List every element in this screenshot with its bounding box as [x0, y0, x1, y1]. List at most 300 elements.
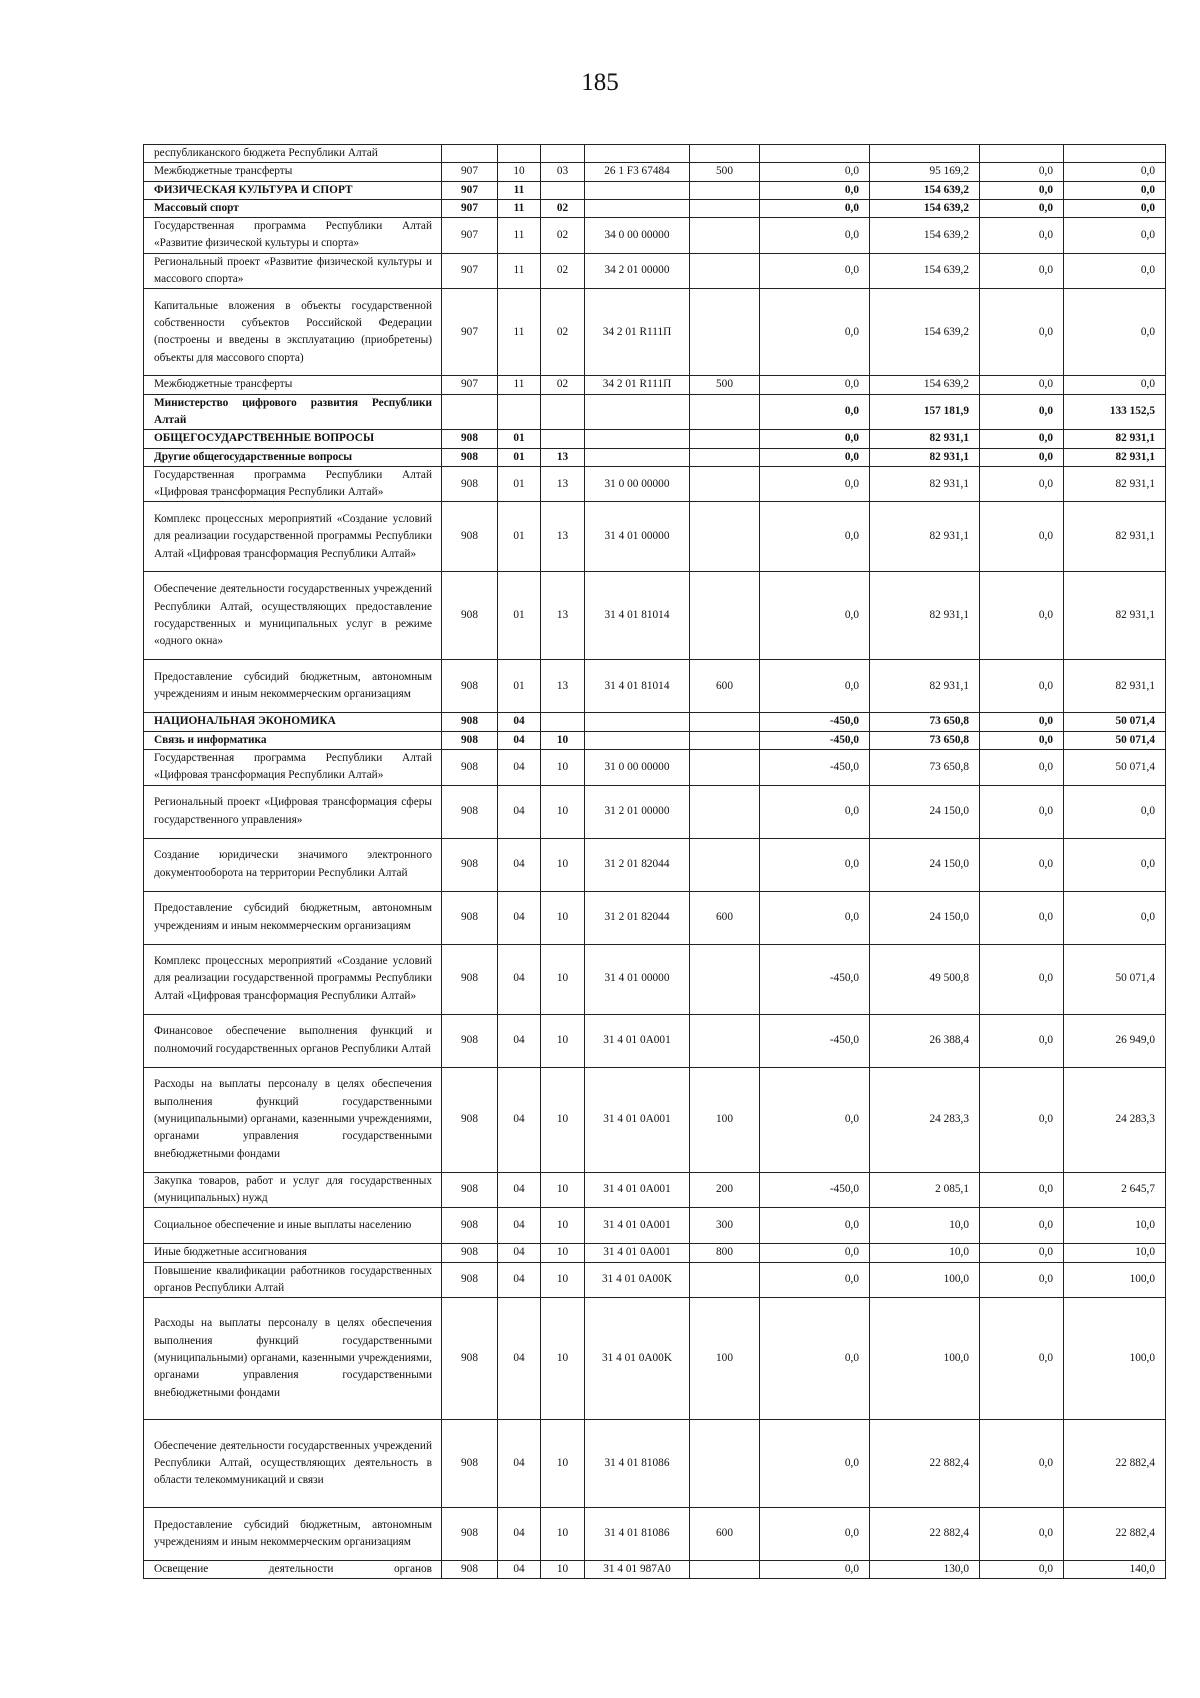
amount-4-cell: 82 931,1 [1064, 448, 1166, 466]
subsection-code-cell: 10 [541, 891, 585, 944]
amount-4-cell: 50 071,4 [1064, 750, 1166, 786]
grbs-code-cell: 908 [442, 713, 498, 731]
expense-type-cell [690, 1420, 760, 1508]
row-name-cell: НАЦИОНАЛЬНАЯ ЭКОНОМИКА [144, 713, 442, 731]
amount-3-cell: 0,0 [980, 1561, 1064, 1579]
amount-2-cell: 82 931,1 [870, 502, 980, 572]
target-article-cell [585, 145, 690, 163]
target-article-cell: 31 4 01 0A001 [585, 1067, 690, 1172]
amount-2-cell: 100,0 [870, 1262, 980, 1298]
subsection-code-cell [541, 713, 585, 731]
table-row [144, 145, 1166, 163]
expense-type-cell [690, 838, 760, 891]
amount-3-cell: 0,0 [980, 1014, 1064, 1067]
table-row [144, 163, 1166, 181]
subsection-code-cell: 10 [541, 1561, 585, 1579]
section-code-cell: 01 [498, 430, 541, 448]
grbs-code-cell: 908 [442, 1420, 498, 1508]
section-code-cell: 04 [498, 1014, 541, 1067]
table-row [144, 1420, 1166, 1508]
expense-type-cell [690, 466, 760, 502]
target-article-cell: 31 4 01 00000 [585, 502, 690, 572]
grbs-code-cell: 908 [442, 1208, 498, 1244]
amount-4-cell: 0,0 [1064, 376, 1166, 394]
amount-2-cell: 49 500,8 [870, 944, 980, 1014]
subsection-code-cell [541, 145, 585, 163]
amount-2-cell: 82 931,1 [870, 466, 980, 502]
target-article-cell [585, 199, 690, 217]
amount-3-cell [980, 145, 1064, 163]
table-row [144, 253, 1166, 289]
amount-3-cell: 0,0 [980, 199, 1064, 217]
subsection-code-cell: 02 [541, 218, 585, 254]
target-article-cell: 34 0 00 00000 [585, 218, 690, 254]
amount-4-cell: 24 283,3 [1064, 1067, 1166, 1172]
section-code-cell: 04 [498, 944, 541, 1014]
amount-3-cell: 0,0 [980, 1262, 1064, 1298]
table-row [144, 838, 1166, 891]
target-article-cell: 31 2 01 00000 [585, 785, 690, 838]
amount-4-cell: 10,0 [1064, 1244, 1166, 1262]
row-name-cell: Повышение квалификации работников государственных органов Республики Алтай [144, 1262, 442, 1298]
row-name-cell: Другие общегосударственные вопросы [144, 448, 442, 466]
amount-2-cell: 24 283,3 [870, 1067, 980, 1172]
amount-1-cell: 0,0 [760, 1561, 870, 1579]
section-code-cell: 04 [498, 1561, 541, 1579]
amount-2-cell: 154 639,2 [870, 199, 980, 217]
amount-3-cell: 0,0 [980, 1067, 1064, 1172]
amount-3-cell: 0,0 [980, 218, 1064, 254]
row-name-cell: Предоставление субсидий бюджетным, автономным учреждениям и иным некоммерческим организациям [144, 660, 442, 713]
amount-2-cell: 10,0 [870, 1244, 980, 1262]
amount-3-cell: 0,0 [980, 660, 1064, 713]
section-code-cell: 11 [498, 376, 541, 394]
amount-2-cell: 154 639,2 [870, 253, 980, 289]
amount-4-cell: 82 931,1 [1064, 660, 1166, 713]
subsection-code-cell: 10 [541, 1508, 585, 1561]
row-name-cell: Связь и информатика [144, 731, 442, 749]
subsection-code-cell: 10 [541, 1172, 585, 1208]
amount-1-cell: 0,0 [760, 572, 870, 660]
expense-type-cell: 100 [690, 1067, 760, 1172]
expense-type-cell [690, 1561, 760, 1579]
target-article-cell [585, 448, 690, 466]
amount-4-cell: 50 071,4 [1064, 731, 1166, 749]
subsection-code-cell [541, 181, 585, 199]
grbs-code-cell: 908 [442, 1561, 498, 1579]
target-article-cell: 31 4 01 0A001 [585, 1014, 690, 1067]
grbs-code-cell: 908 [442, 448, 498, 466]
row-name-cell: Расходы на выплаты персоналу в целях обеспечения выполнения функций государственными (муниципальными) органами, казенными учреждениями, органами управления государственными внебюджетными фондами [144, 1298, 442, 1420]
row-name-cell: Межбюджетные трансферты [144, 163, 442, 181]
target-article-cell: 31 4 01 81014 [585, 572, 690, 660]
amount-1-cell: 0,0 [760, 1298, 870, 1420]
grbs-code-cell: 908 [442, 1262, 498, 1298]
amount-2-cell: 82 931,1 [870, 430, 980, 448]
target-article-cell: 31 0 00 00000 [585, 466, 690, 502]
table-row [144, 785, 1166, 838]
row-name-cell: ФИЗИЧЕСКАЯ КУЛЬТУРА И СПОРТ [144, 181, 442, 199]
subsection-code-cell: 10 [541, 944, 585, 1014]
amount-3-cell: 0,0 [980, 1208, 1064, 1244]
row-name-cell: Финансовое обеспечение выполнения функций и полномочий государственных органов Республики Алтай [144, 1014, 442, 1067]
page-number: 185 [581, 69, 619, 96]
table-row [144, 394, 1166, 430]
amount-1-cell: -450,0 [760, 713, 870, 731]
amount-1-cell: 0,0 [760, 163, 870, 181]
target-article-cell: 31 0 00 00000 [585, 750, 690, 786]
target-article-cell: 31 4 01 0A001 [585, 1172, 690, 1208]
row-name-cell: Капитальные вложения в объекты государственной собственности субъектов Российской Федерации (построены и введены в эксплуатацию (приобретены) объекты для массового спорта) [144, 289, 442, 376]
amount-1-cell: 0,0 [760, 430, 870, 448]
amount-3-cell: 0,0 [980, 466, 1064, 502]
grbs-code-cell [442, 394, 498, 430]
expense-type-cell: 800 [690, 1244, 760, 1262]
section-code-cell: 01 [498, 466, 541, 502]
subsection-code-cell: 10 [541, 1208, 585, 1244]
table-row [144, 199, 1166, 217]
section-code-cell: 04 [498, 1508, 541, 1561]
subsection-code-cell: 10 [541, 838, 585, 891]
amount-2-cell: 82 931,1 [870, 448, 980, 466]
target-article-cell: 26 1 F3 67484 [585, 163, 690, 181]
amount-1-cell: 0,0 [760, 660, 870, 713]
amount-1-cell: 0,0 [760, 289, 870, 376]
grbs-code-cell: 907 [442, 289, 498, 376]
grbs-code-cell: 908 [442, 572, 498, 660]
row-name-cell: Министерство цифрового развития Республики Алтай [144, 394, 442, 430]
target-article-cell [585, 731, 690, 749]
expense-type-cell [690, 750, 760, 786]
row-name-cell: Предоставление субсидий бюджетным, автономным учреждениям и иным некоммерческим организациям [144, 1508, 442, 1561]
amount-2-cell: 24 150,0 [870, 838, 980, 891]
amount-2-cell [870, 145, 980, 163]
grbs-code-cell: 908 [442, 1244, 498, 1262]
amount-1-cell: 0,0 [760, 218, 870, 254]
amount-2-cell: 130,0 [870, 1561, 980, 1579]
expense-type-cell [690, 785, 760, 838]
amount-1-cell: 0,0 [760, 1508, 870, 1561]
amount-2-cell: 22 882,4 [870, 1508, 980, 1561]
amount-4-cell: 82 931,1 [1064, 466, 1166, 502]
subsection-code-cell: 10 [541, 750, 585, 786]
amount-4-cell: 0,0 [1064, 891, 1166, 944]
budget-table [143, 144, 1166, 1579]
subsection-code-cell: 10 [541, 785, 585, 838]
section-code-cell: 04 [498, 1244, 541, 1262]
expense-type-cell: 300 [690, 1208, 760, 1244]
subsection-code-cell: 13 [541, 466, 585, 502]
grbs-code-cell: 908 [442, 1508, 498, 1561]
section-code-cell: 01 [498, 502, 541, 572]
amount-4-cell: 0,0 [1064, 218, 1166, 254]
amount-4-cell: 133 152,5 [1064, 394, 1166, 430]
section-code-cell: 04 [498, 713, 541, 731]
amount-4-cell: 82 931,1 [1064, 572, 1166, 660]
grbs-code-cell: 908 [442, 891, 498, 944]
amount-3-cell: 0,0 [980, 838, 1064, 891]
row-name-cell: Государственная программа Республики Алтай «Цифровая трансформация Республики Алтай» [144, 466, 442, 502]
expense-type-cell [690, 289, 760, 376]
target-article-cell: 31 4 01 0A001 [585, 1244, 690, 1262]
target-article-cell: 31 4 01 987A0 [585, 1561, 690, 1579]
amount-2-cell: 73 650,8 [870, 713, 980, 731]
subsection-code-cell: 13 [541, 502, 585, 572]
section-code-cell: 01 [498, 572, 541, 660]
amount-2-cell: 82 931,1 [870, 660, 980, 713]
amount-1-cell: -450,0 [760, 1014, 870, 1067]
amount-4-cell: 100,0 [1064, 1298, 1166, 1420]
section-code-cell: 04 [498, 1172, 541, 1208]
section-code-cell: 04 [498, 838, 541, 891]
amount-4-cell: 22 882,4 [1064, 1420, 1166, 1508]
subsection-code-cell: 02 [541, 376, 585, 394]
amount-3-cell: 0,0 [980, 1508, 1064, 1561]
expense-type-cell: 200 [690, 1172, 760, 1208]
amount-2-cell: 154 639,2 [870, 218, 980, 254]
row-name-cell: республиканского бюджета Республики Алтай [144, 145, 442, 163]
amount-4-cell: 100,0 [1064, 1262, 1166, 1298]
expense-type-cell [690, 713, 760, 731]
grbs-code-cell: 907 [442, 181, 498, 199]
section-code-cell: 01 [498, 448, 541, 466]
row-name-cell: Региональный проект «Цифровая трансформация сферы государственного управления» [144, 785, 442, 838]
amount-3-cell: 0,0 [980, 785, 1064, 838]
amount-3-cell: 0,0 [980, 181, 1064, 199]
amount-4-cell: 0,0 [1064, 253, 1166, 289]
table-row [144, 448, 1166, 466]
amount-2-cell: 73 650,8 [870, 750, 980, 786]
amount-2-cell: 24 150,0 [870, 785, 980, 838]
section-code-cell: 11 [498, 218, 541, 254]
amount-1-cell: 0,0 [760, 394, 870, 430]
target-article-cell: 31 2 01 82044 [585, 891, 690, 944]
amount-1-cell: 0,0 [760, 466, 870, 502]
subsection-code-cell: 10 [541, 1244, 585, 1262]
table-row [144, 1014, 1166, 1067]
amount-4-cell: 82 931,1 [1064, 502, 1166, 572]
table-row [144, 218, 1166, 254]
expense-type-cell [690, 181, 760, 199]
amount-1-cell: 0,0 [760, 199, 870, 217]
amount-2-cell: 100,0 [870, 1298, 980, 1420]
expense-type-cell [690, 218, 760, 254]
target-article-cell: 31 4 01 81086 [585, 1420, 690, 1508]
amount-2-cell: 157 181,9 [870, 394, 980, 430]
target-article-cell: 34 2 01 R111П [585, 289, 690, 376]
amount-2-cell: 10,0 [870, 1208, 980, 1244]
section-code-cell: 11 [498, 199, 541, 217]
grbs-code-cell [442, 145, 498, 163]
row-name-cell: Массовый спорт [144, 199, 442, 217]
amount-4-cell [1064, 145, 1166, 163]
section-code-cell: 04 [498, 891, 541, 944]
amount-3-cell: 0,0 [980, 1420, 1064, 1508]
row-name-cell: Государственная программа Республики Алтай «Цифровая трансформация Республики Алтай» [144, 750, 442, 786]
subsection-code-cell: 13 [541, 660, 585, 713]
table-row [144, 1067, 1166, 1172]
section-code-cell: 11 [498, 289, 541, 376]
expense-type-cell: 500 [690, 376, 760, 394]
subsection-code-cell: 02 [541, 289, 585, 376]
expense-type-cell [690, 430, 760, 448]
grbs-code-cell: 908 [442, 1067, 498, 1172]
table-row [144, 731, 1166, 749]
amount-3-cell: 0,0 [980, 713, 1064, 731]
target-article-cell: 31 4 01 0A00K [585, 1262, 690, 1298]
table-row [144, 1244, 1166, 1262]
amount-2-cell: 154 639,2 [870, 181, 980, 199]
amount-2-cell: 26 388,4 [870, 1014, 980, 1067]
amount-2-cell: 2 085,1 [870, 1172, 980, 1208]
grbs-code-cell: 908 [442, 502, 498, 572]
amount-1-cell: 0,0 [760, 253, 870, 289]
target-article-cell [585, 713, 690, 731]
table-row [144, 1208, 1166, 1244]
amount-4-cell: 0,0 [1064, 181, 1166, 199]
amount-4-cell: 0,0 [1064, 289, 1166, 376]
subsection-code-cell: 02 [541, 253, 585, 289]
section-code-cell: 04 [498, 731, 541, 749]
section-code-cell: 11 [498, 181, 541, 199]
section-code-cell: 04 [498, 1208, 541, 1244]
row-name-cell: Закупка товаров, работ и услуг для государственных (муниципальных) нужд [144, 1172, 442, 1208]
amount-3-cell: 0,0 [980, 163, 1064, 181]
amount-1-cell [760, 145, 870, 163]
table-row [144, 572, 1166, 660]
subsection-code-cell: 03 [541, 163, 585, 181]
table-row [144, 181, 1166, 199]
table-row [144, 1508, 1166, 1561]
expense-type-cell [690, 1262, 760, 1298]
table-row [144, 376, 1166, 394]
target-article-cell [585, 181, 690, 199]
grbs-code-cell: 908 [442, 1172, 498, 1208]
section-code-cell: 11 [498, 253, 541, 289]
grbs-code-cell: 908 [442, 838, 498, 891]
amount-2-cell: 22 882,4 [870, 1420, 980, 1508]
table-row [144, 430, 1166, 448]
target-article-cell [585, 394, 690, 430]
amount-1-cell: 0,0 [760, 1244, 870, 1262]
table-row [144, 289, 1166, 376]
amount-1-cell: -450,0 [760, 750, 870, 786]
amount-3-cell: 0,0 [980, 289, 1064, 376]
subsection-code-cell: 10 [541, 1420, 585, 1508]
row-name-cell: Создание юридически значимого электронного документооборота на территории Республики Алтай [144, 838, 442, 891]
grbs-code-cell: 908 [442, 466, 498, 502]
table-row [144, 713, 1166, 731]
target-article-cell: 34 2 01 00000 [585, 253, 690, 289]
subsection-code-cell: 02 [541, 199, 585, 217]
row-name-cell: Расходы на выплаты персоналу в целях обеспечения выполнения функций государственными (муниципальными) органами, казенными учреждениями, органами управления государственными внебюджетными фондами [144, 1067, 442, 1172]
expense-type-cell [690, 448, 760, 466]
row-name-cell: Социальное обеспечение и иные выплаты населению [144, 1208, 442, 1244]
subsection-code-cell [541, 394, 585, 430]
grbs-code-cell: 908 [442, 660, 498, 713]
expense-type-cell [690, 502, 760, 572]
row-name-cell: Освещение деятельности органов [144, 1561, 442, 1579]
subsection-code-cell: 10 [541, 1067, 585, 1172]
amount-1-cell: 0,0 [760, 1420, 870, 1508]
target-article-cell: 31 4 01 81014 [585, 660, 690, 713]
amount-1-cell: 0,0 [760, 1208, 870, 1244]
expense-type-cell: 600 [690, 1508, 760, 1561]
grbs-code-cell: 908 [442, 731, 498, 749]
amount-3-cell: 0,0 [980, 253, 1064, 289]
row-name-cell: ОБЩЕГОСУДАРСТВЕННЫЕ ВОПРОСЫ [144, 430, 442, 448]
amount-4-cell: 50 071,4 [1064, 713, 1166, 731]
target-article-cell: 31 2 01 82044 [585, 838, 690, 891]
expense-type-cell: 100 [690, 1298, 760, 1420]
subsection-code-cell [541, 430, 585, 448]
amount-2-cell: 154 639,2 [870, 289, 980, 376]
amount-1-cell: -450,0 [760, 731, 870, 749]
amount-4-cell: 10,0 [1064, 1208, 1166, 1244]
grbs-code-cell: 908 [442, 750, 498, 786]
target-article-cell: 31 4 01 0A001 [585, 1208, 690, 1244]
subsection-code-cell: 13 [541, 572, 585, 660]
grbs-code-cell: 908 [442, 1298, 498, 1420]
amount-1-cell: -450,0 [760, 944, 870, 1014]
table-row [144, 750, 1166, 786]
target-article-cell: 31 4 01 81086 [585, 1508, 690, 1561]
amount-4-cell: 0,0 [1064, 163, 1166, 181]
amount-4-cell: 26 949,0 [1064, 1014, 1166, 1067]
section-code-cell: 04 [498, 1067, 541, 1172]
section-code-cell [498, 145, 541, 163]
amount-4-cell: 0,0 [1064, 838, 1166, 891]
amount-1-cell: 0,0 [760, 1262, 870, 1298]
amount-1-cell: -450,0 [760, 1172, 870, 1208]
subsection-code-cell: 13 [541, 448, 585, 466]
amount-2-cell: 24 150,0 [870, 891, 980, 944]
grbs-code-cell: 908 [442, 1014, 498, 1067]
row-name-cell: Предоставление субсидий бюджетным, автономным учреждениям и иным некоммерческим организациям [144, 891, 442, 944]
grbs-code-cell: 908 [442, 785, 498, 838]
amount-4-cell: 2 645,7 [1064, 1172, 1166, 1208]
amount-1-cell: 0,0 [760, 376, 870, 394]
subsection-code-cell: 10 [541, 1262, 585, 1298]
section-code-cell: 01 [498, 660, 541, 713]
table-row [144, 1262, 1166, 1298]
table-row [144, 1298, 1166, 1420]
amount-3-cell: 0,0 [980, 1298, 1064, 1420]
row-name-cell: Обеспечение деятельности государственных учреждений Республики Алтай, осуществляющих предоставление государственных и муниципальных услуг в режиме «одного окна» [144, 572, 442, 660]
table-row [144, 891, 1166, 944]
amount-1-cell: 0,0 [760, 891, 870, 944]
expense-type-cell: 500 [690, 163, 760, 181]
row-name-cell: Обеспечение деятельности государственных учреждений Республики Алтай, осуществляющих деятельность в области телекоммуникаций и связи [144, 1420, 442, 1508]
amount-1-cell: 0,0 [760, 838, 870, 891]
expense-type-cell [690, 731, 760, 749]
grbs-code-cell: 907 [442, 376, 498, 394]
target-article-cell [585, 430, 690, 448]
amount-4-cell: 0,0 [1064, 199, 1166, 217]
amount-3-cell: 0,0 [980, 376, 1064, 394]
expense-type-cell [690, 1014, 760, 1067]
amount-2-cell: 82 931,1 [870, 572, 980, 660]
amount-3-cell: 0,0 [980, 731, 1064, 749]
amount-4-cell: 50 071,4 [1064, 944, 1166, 1014]
section-code-cell: 10 [498, 163, 541, 181]
expense-type-cell: 600 [690, 660, 760, 713]
row-name-cell: Комплекс процессных мероприятий «Создание условий для реализации государственной программы Республики Алтай «Цифровая трансформация Республики Алтай» [144, 502, 442, 572]
section-code-cell: 04 [498, 1420, 541, 1508]
target-article-cell: 31 4 01 0A00K [585, 1298, 690, 1420]
section-code-cell: 04 [498, 1262, 541, 1298]
amount-3-cell: 0,0 [980, 1172, 1064, 1208]
